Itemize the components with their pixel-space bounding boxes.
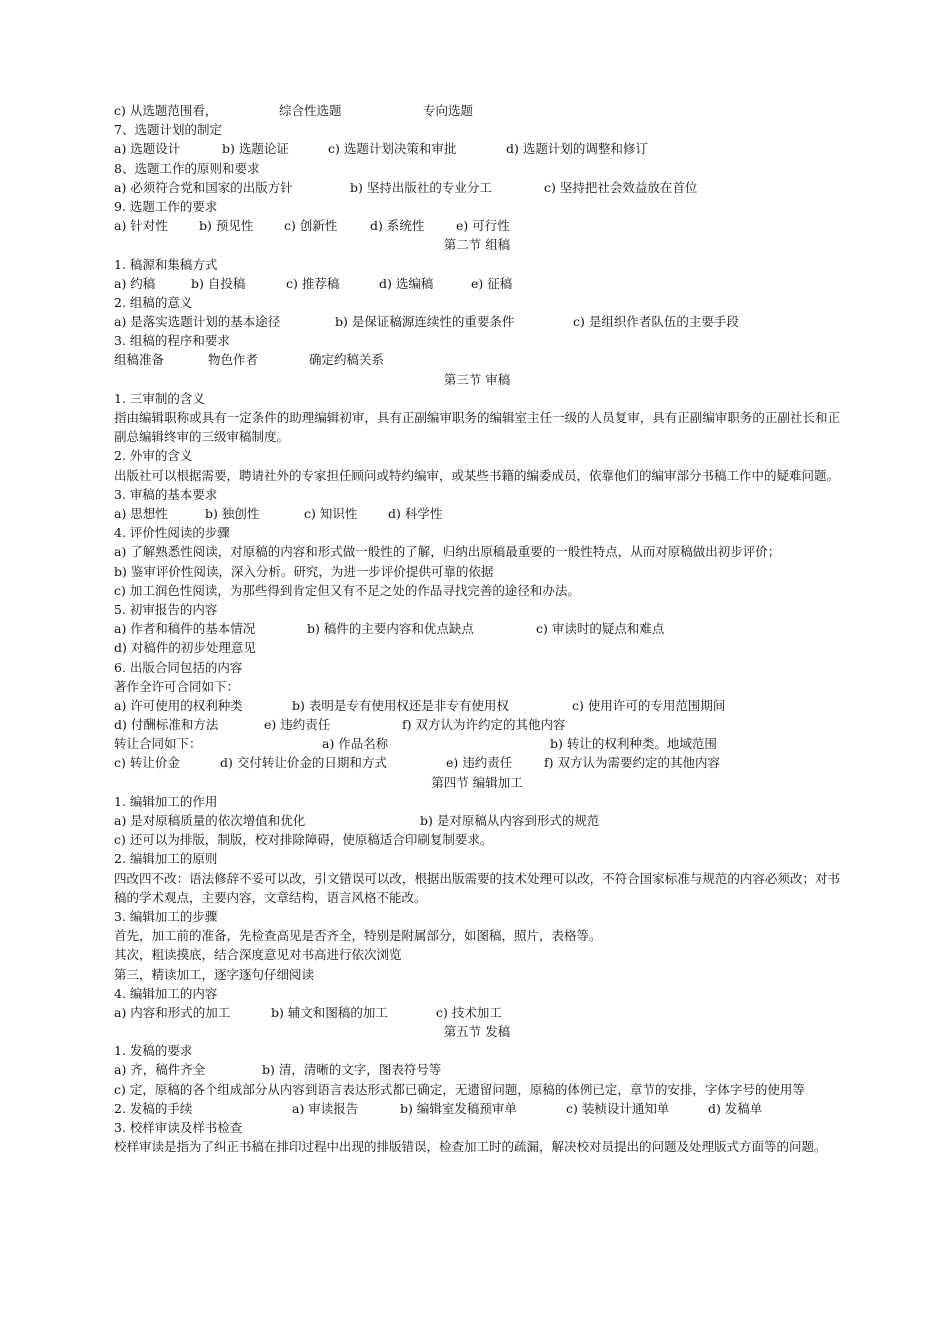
option-line <box>114 350 840 369</box>
text-line: 首先，加工前的准备，先检查高见是否齐全，特别是附属部分，如图稿，照片，表格等。 <box>114 928 602 944</box>
text-line: 1. 发稿的要求 <box>114 1043 193 1059</box>
option-line <box>114 1099 840 1118</box>
text-line: c) 还可以为排版，制版，校对排除障碍，使原稿适合印刷复制要求。 <box>114 832 493 848</box>
option-item: b) 稿件的主要内容和优点缺点 <box>307 621 474 637</box>
option-item: 综合性选题 <box>279 103 342 118</box>
text-line: 8、选题工作的原则和要求 <box>114 160 260 176</box>
section-heading: 第五节 发稿 <box>443 1024 511 1040</box>
option-item: 转让合同如下： <box>114 736 202 752</box>
option-item: c) 知识性 <box>304 505 358 521</box>
option-item: c) 推荐稿 <box>286 275 340 291</box>
option-line <box>114 216 840 235</box>
option-item: a) 思想性 <box>114 505 168 521</box>
option-item: b) 是对原稿从内容到形式的规范 <box>420 813 600 828</box>
text-line: d) 对稿件的初步处理意见 <box>114 640 256 656</box>
option-item: a) 是对原稿质量的依次增值和优化 <box>114 813 306 828</box>
paragraph: 四改四不改：语法修辞不妥可以改，引文错误可以改，根据出版需要的技术处理可以改，不符合国家标准与规范的内容必须改；对书稿的学术观点，主要内容，文章结构，语言风格不能改。 <box>114 870 840 905</box>
option-item: c) 使用许可的专用范围期间 <box>572 697 726 713</box>
option-item: b) 选题论证 <box>222 141 289 157</box>
option-item: 专向选题 <box>423 103 474 118</box>
option-item: c) 是组织作者队伍的主要手段 <box>573 314 739 330</box>
option-line <box>114 811 840 830</box>
option-item: d) 选题计划的调整和修订 <box>506 141 648 157</box>
text-line: 著作全许可合同如下： <box>114 678 240 694</box>
text-line: 3. 校样审读及样书检查 <box>114 1120 243 1136</box>
paragraph: 指由编辑职称或具有一定条件的助理编辑初审，具有正副编审职务的编辑室主任一级的人员复审，具有正副编审职务的正副社长和正副总编辑终审的三级审稿制度。 <box>114 410 840 445</box>
paragraph: a) 了解熟悉性阅读，对原稿的内容和形式做一般性的了解，归纳出原稿最重要的一般性特点，从而对原稿做出初步评价； <box>114 544 781 560</box>
option-line <box>114 101 840 120</box>
text-line: 6. 出版合同包括的内容 <box>114 659 243 675</box>
option-item: d) 选编稿 <box>379 275 434 291</box>
option-item: 物色作者 <box>208 352 259 368</box>
text-line: 3. 编辑加工的步骤 <box>114 908 218 924</box>
option-item: d) 系统性 <box>370 218 425 234</box>
option-line <box>114 715 840 734</box>
option-item: b) 表明是专有使用权还是非专有使用权 <box>292 697 509 713</box>
option-item: d) 付酬标准和方法 <box>114 717 219 733</box>
option-line <box>114 139 840 158</box>
option-item: d) 交付转让价金的日期和方式 <box>220 755 387 771</box>
option-item: b) 是保证稿源连续性的重要条件 <box>335 314 515 330</box>
option-item: e) 违约责任 <box>446 755 513 771</box>
text-line: 1. 稿源和集稿方式 <box>114 256 218 272</box>
section-heading: 第四节 编辑加工 <box>431 774 523 790</box>
option-item: 组稿准备 <box>114 352 165 368</box>
text-line: b) 鉴审评价性阅读，深入分析。研究，为进一步评价提供可靠的依据 <box>114 563 494 579</box>
option-item: a) 针对性 <box>114 218 168 234</box>
option-line <box>114 504 840 523</box>
document-page <box>114 101 840 1156</box>
option-line <box>114 734 840 753</box>
option-item: b) 独创性 <box>205 505 260 521</box>
section-heading: 第三节 审稿 <box>443 371 511 387</box>
option-item: b) 预见性 <box>199 218 254 234</box>
option-item: a) 必须符合党和国家的出版方针 <box>114 179 293 195</box>
option-item: f) 双方认为许约定的其他内容 <box>402 717 566 733</box>
option-item: d) 发稿单 <box>708 1100 763 1116</box>
option-item: f) 双方认为需要约定的其他内容 <box>544 755 720 771</box>
option-line <box>114 274 840 293</box>
option-line <box>114 696 840 715</box>
text-line: 5. 初审报告的内容 <box>114 601 218 617</box>
option-item: a) 许可使用的权利种类 <box>114 697 243 713</box>
option-item: 2. 发稿的手续 <box>114 1100 193 1116</box>
option-item: a) 内容和形式的加工 <box>114 1004 231 1020</box>
option-item: b) 辅文和图稿的加工 <box>271 1004 388 1020</box>
text-line: c) 加工润色性阅读，为那些得到肯定但又有不足之处的作品寻找完善的途径和办法。 <box>114 582 580 598</box>
option-item: e) 可行性 <box>456 218 510 234</box>
option-item: a) 作者和稿件的基本情况 <box>114 621 256 637</box>
option-line <box>114 619 840 638</box>
option-item: a) 约稿 <box>114 275 156 291</box>
text-line: 9. 选题工作的要求 <box>114 198 218 214</box>
text-line: 2. 外审的含义 <box>114 448 193 464</box>
option-item: a) 齐，稿件齐全 <box>114 1062 206 1078</box>
option-item: b) 转让的权利种类。地域范围 <box>550 736 717 752</box>
option-item: e) 违约责任 <box>264 717 331 733</box>
option-item: a) 审读报告 <box>292 1100 359 1116</box>
option-item: c) 技术加工 <box>436 1004 502 1020</box>
paragraph: c) 定，原稿的各个组成部分从内容到语言表达形式都已确定，无遗留问题，原稿的体例已定，章节的安排，字体字号的使用等 <box>114 1081 805 1097</box>
option-line <box>114 1003 840 1022</box>
option-item: c) 坚持把社会效益放在首位 <box>544 179 698 195</box>
option-item: c) 创新性 <box>284 218 338 234</box>
option-item: 确定约稿关系 <box>309 352 385 368</box>
option-line <box>114 312 840 331</box>
text-line: 1. 三审制的含义 <box>114 390 205 406</box>
option-item: d) 科学性 <box>388 505 443 521</box>
option-item: b) 坚持出版社的专业分工 <box>350 179 492 195</box>
text-line: 3. 组稿的程序和要求 <box>114 333 230 349</box>
option-item: a) 是落实选题计划的基本途径 <box>114 314 281 330</box>
option-item: a) 选题设计 <box>114 141 181 157</box>
option-line <box>114 178 840 197</box>
text-line: 7、选题计划的制定 <box>114 122 222 138</box>
option-item: c) 装桢设计通知单 <box>566 1100 670 1116</box>
option-item: c) 转让价金 <box>114 755 180 771</box>
section-heading: 第二节 组稿 <box>443 237 511 253</box>
option-item: a) 作品名称 <box>322 736 389 752</box>
option-item: b) 清，清晰的文字，图表符号等 <box>262 1062 442 1078</box>
text-line: 1. 编辑加工的作用 <box>114 793 218 809</box>
text-line: 2. 编辑加工的原则 <box>114 851 218 867</box>
option-line <box>114 753 840 772</box>
text-line: 4. 编辑加工的内容 <box>114 985 218 1001</box>
option-item: c) 从选题范围看， <box>114 103 218 118</box>
option-item: e) 征稿 <box>471 275 513 291</box>
text-line: 其次，粗读摸底，结合深度意见对书高进行依次浏览 <box>114 947 402 963</box>
paragraph: 出版社可以根据需要，聘请社外的专家担任顾问或特约编审，或某些书籍的编委成员，依靠他们的编审部分书稿工作中的疑难问题。 <box>114 467 840 483</box>
option-item: b) 自投稿 <box>191 275 246 291</box>
option-line <box>114 1060 840 1079</box>
option-item: b) 编辑室发稿预审单 <box>400 1100 517 1116</box>
text-line: 4. 评价性阅读的步骤 <box>114 525 230 541</box>
option-item: c) 选题计划决策和审批 <box>328 141 457 157</box>
option-item: c) 审读时的疑点和难点 <box>536 621 665 637</box>
text-line: 3. 审稿的基本要求 <box>114 486 218 502</box>
text-line: 2. 组稿的意义 <box>114 294 193 310</box>
paragraph: 校样审读是指为了纠正书稿在排印过程中出现的排版错误，检查加工时的疏漏，解决校对员提出的问题及处理版式方面等的问题。 <box>114 1139 827 1155</box>
text-line: 第三，精读加工，逐字逐句仔细阅读 <box>114 966 315 982</box>
